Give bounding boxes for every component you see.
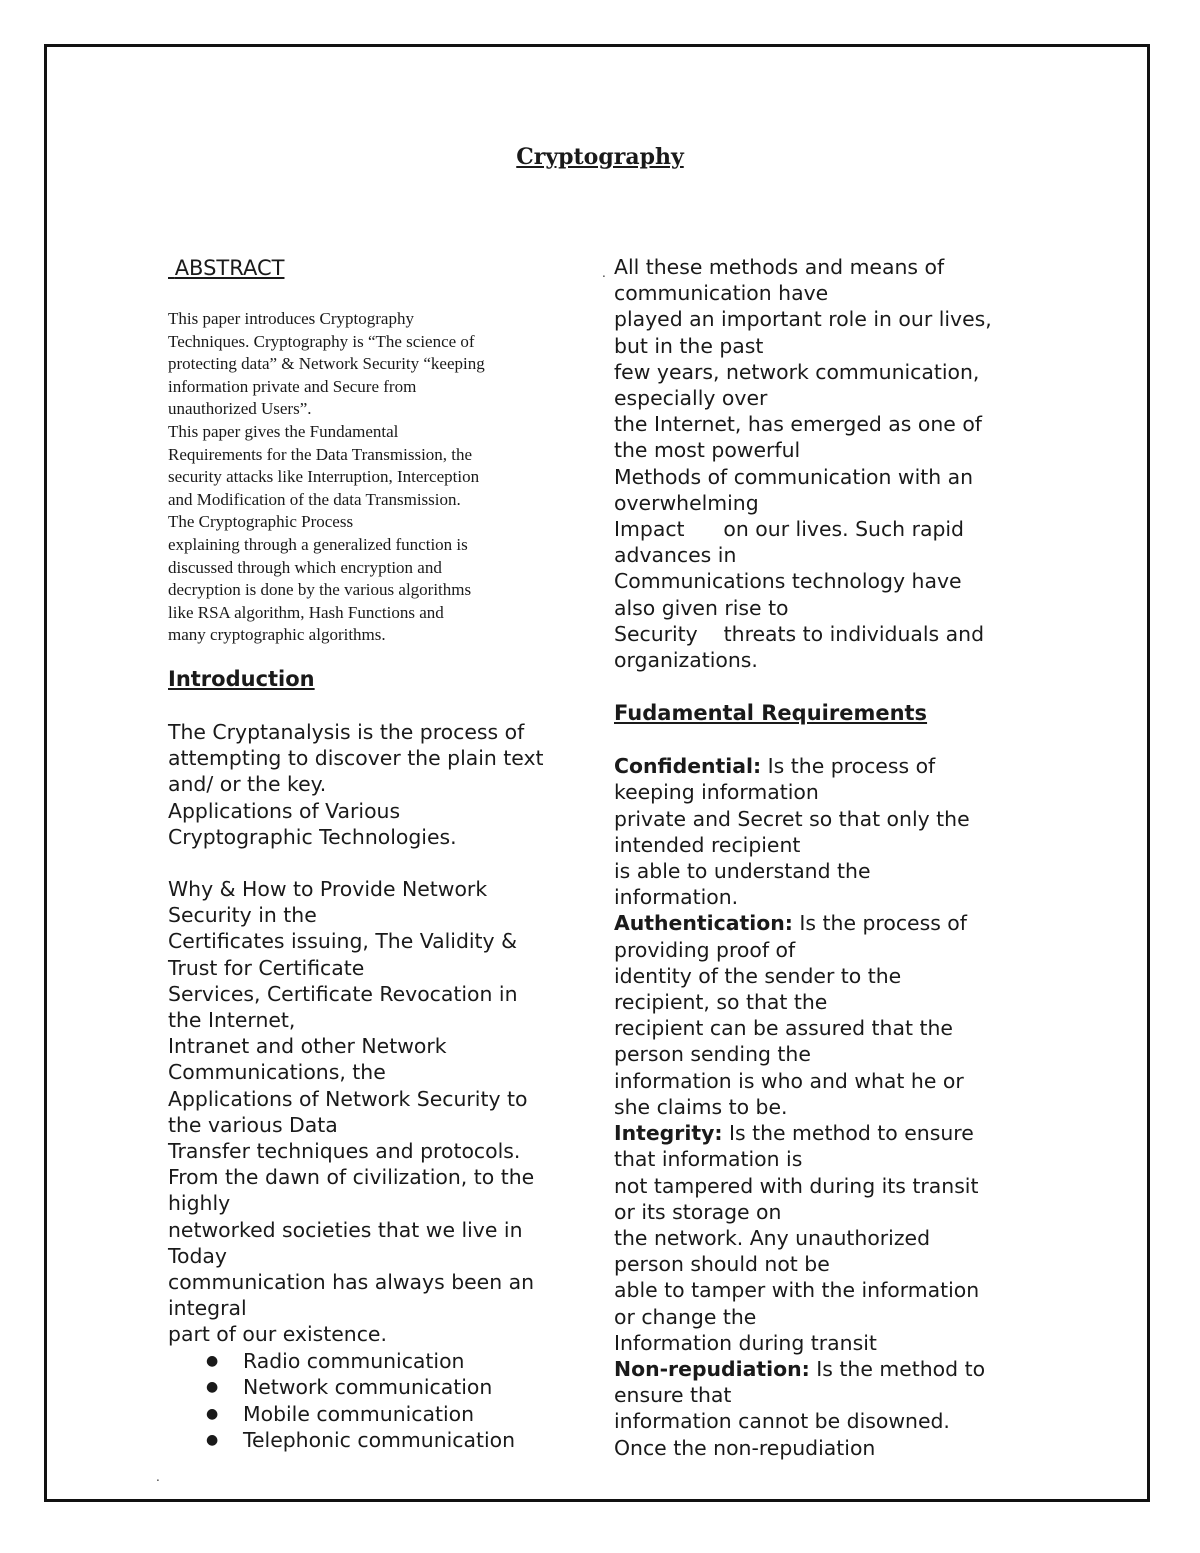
text-line: information is who and what he or (614, 1068, 964, 1093)
abstract-line: unauthorized Users”. (168, 399, 312, 419)
text-line: All these methods and means of (614, 255, 945, 279)
text-line: Communications technology have (614, 569, 962, 594)
text-line: integral (168, 1296, 247, 1321)
requirement-term-line (614, 910, 1054, 936)
stray-mark: . (156, 1470, 160, 1484)
text-line: Applications of Network Security to (168, 1086, 528, 1111)
abstract-heading: ABSTRACT (174, 256, 285, 280)
requirement-term: Non-repudiation: (614, 1356, 810, 1381)
list-item-label: Mobile communication (243, 1401, 475, 1426)
text-line: the various Data (168, 1112, 338, 1137)
text-line: attempting to discover the plain text (168, 746, 544, 771)
text-line: Impact on our lives. Such rapid (614, 517, 964, 542)
text-line: but in the past (614, 333, 764, 358)
abstract-line: protecting data” & Network Security “keeping (168, 354, 485, 374)
requirement-term-line (614, 1120, 1054, 1146)
abstract-line: Requirements for the Data Transmission, the (168, 444, 473, 464)
text-line: Methods of communication with an (614, 464, 974, 489)
text-line: Cryptographic Technologies. (168, 824, 457, 849)
text-line: Security in the (168, 903, 317, 928)
requirement-term-tail: n: (770, 911, 793, 936)
text-line: she claims to be. (614, 1094, 788, 1119)
requirements-list (614, 753, 1054, 1460)
requirement-term-line (614, 753, 1054, 779)
text-line: also given rise to (614, 595, 789, 620)
requirement-text: Is the method to ensure (722, 1121, 974, 1146)
text-line: Services, Certificate Revocation in (168, 981, 518, 1006)
text-line: Trust for Certificate (168, 955, 365, 980)
text-line: Communications, the (168, 1060, 386, 1085)
text-line: providing proof of (614, 937, 796, 962)
text-line: highly (168, 1191, 231, 1216)
abstract-line: explaining through a generalized function is (168, 534, 468, 554)
text-line: information. (614, 885, 739, 910)
abstract-line: information private and Secure from (168, 376, 417, 396)
text-line: Security threats to individuals and (614, 621, 985, 646)
abstract-body (168, 308, 588, 647)
list-item (168, 1374, 588, 1401)
requirement-term-line (614, 1356, 1054, 1382)
abstract-line: The Cryptographic Process (168, 512, 354, 532)
text-line: that information is (614, 1147, 803, 1172)
text-line: the network. Any unauthorized (614, 1225, 931, 1250)
text-line: communication have (614, 281, 829, 306)
text-line: private and Secret so that only the (614, 806, 970, 831)
text-line: person should not be (614, 1252, 830, 1277)
text-line: Applications of Various (168, 798, 401, 823)
abstract-line: This paper gives the Fundamental (168, 421, 399, 441)
stray-mark: . (602, 266, 606, 280)
text-line: information cannot be disowned. (614, 1409, 950, 1434)
abstract-line: like RSA algorithm, Hash Functions and (168, 602, 444, 622)
requirement-text: Is the method to (809, 1356, 986, 1381)
requirement-term: Integrity: (614, 1121, 723, 1146)
bullet-icon: ● (206, 1379, 219, 1396)
text-line: few years, network communication, (614, 359, 980, 384)
list-item-label: Radio communication (243, 1348, 465, 1373)
bullet-icon: ● (206, 1405, 219, 1422)
text-line: From the dawn of civilization, to the (168, 1165, 535, 1190)
introduction-paragraph-2 (168, 876, 588, 1348)
text-line: intended recipient (614, 832, 801, 857)
left-column (168, 254, 588, 1454)
text-line: organizations. (614, 648, 758, 673)
text-line: played an important role in our lives, (614, 307, 992, 332)
communication-paragraph (614, 254, 1054, 673)
text-line: overwhelming (614, 490, 759, 515)
text-line: recipient can be assured that the (614, 1016, 953, 1041)
text-line: recipient, so that the (614, 990, 828, 1015)
abstract-line: This paper introduces Cryptography (168, 309, 414, 328)
abstract-line: security attacks like Interruption, Interception (168, 467, 480, 487)
abstract-line: many cryptographic algorithms. (168, 625, 386, 645)
requirement-term: Authenticatio (614, 911, 771, 936)
text-line: is able to understand the (614, 859, 871, 884)
text-line: part of our existence. (168, 1322, 387, 1347)
abstract-line: Techniques. Cryptography is “The science of (168, 331, 475, 351)
text-line: keeping information (614, 780, 819, 805)
list-item (168, 1401, 588, 1428)
text-line: Intranet and other Network (168, 1034, 447, 1059)
list-item (168, 1427, 588, 1454)
requirement-text: Is the process of (792, 911, 967, 936)
text-line: the most powerful (614, 438, 801, 463)
text-line: Certificates issuing, The Validity & (168, 929, 517, 954)
text-line: Today (168, 1243, 227, 1268)
text-line: identity of the sender to the (614, 963, 902, 988)
bullet-icon: ● (206, 1432, 219, 1449)
introduction-heading: Introduction (168, 666, 315, 691)
text-line: Transfer techniques and protocols. (168, 1138, 521, 1163)
abstract-line: decryption is done by the various algorithms (168, 580, 472, 600)
text-line: or its storage on (614, 1199, 782, 1224)
right-column (614, 254, 1054, 1461)
requirement-term: Confidential: (614, 754, 762, 779)
text-line: The Cryptanalysis is the process of (168, 719, 525, 744)
requirements-heading: Fudamental Requirements (614, 701, 928, 726)
page-title: Cryptography (516, 144, 684, 170)
text-line: able to tamper with the information (614, 1278, 980, 1303)
requirement-text: Is the process of (761, 754, 936, 779)
text-line: the Internet, has emerged as one of (614, 412, 982, 437)
text-line: especially over (614, 386, 768, 411)
list-item-label: Network communication (243, 1375, 493, 1400)
text-line: and/ or the key. (168, 772, 327, 797)
list-item-label: Telephonic communication (243, 1428, 516, 1453)
text-line: the Internet, (168, 1007, 296, 1032)
text-line: networked societies that we live in (168, 1217, 523, 1242)
text-line: person sending the (614, 1042, 811, 1067)
introduction-paragraph-1 (168, 719, 588, 850)
text-line: ensure that (614, 1383, 732, 1408)
list-item (168, 1348, 588, 1375)
text-line: Once the non-repudiation (614, 1435, 876, 1460)
bullet-icon: ● (206, 1352, 219, 1369)
abstract-line: and Modification of the data Transmission. (168, 489, 461, 509)
text-line: communication has always been an (168, 1269, 535, 1294)
text-line: or change the (614, 1304, 757, 1329)
text-line: not tampered with during its transit (614, 1173, 979, 1198)
text-line: Why & How to Provide Network (168, 876, 488, 901)
abstract-line: discussed through which encryption and (168, 557, 442, 577)
text-line: advances in (614, 543, 737, 568)
communication-list (168, 1348, 588, 1454)
text-line: Information during transit (614, 1330, 877, 1355)
